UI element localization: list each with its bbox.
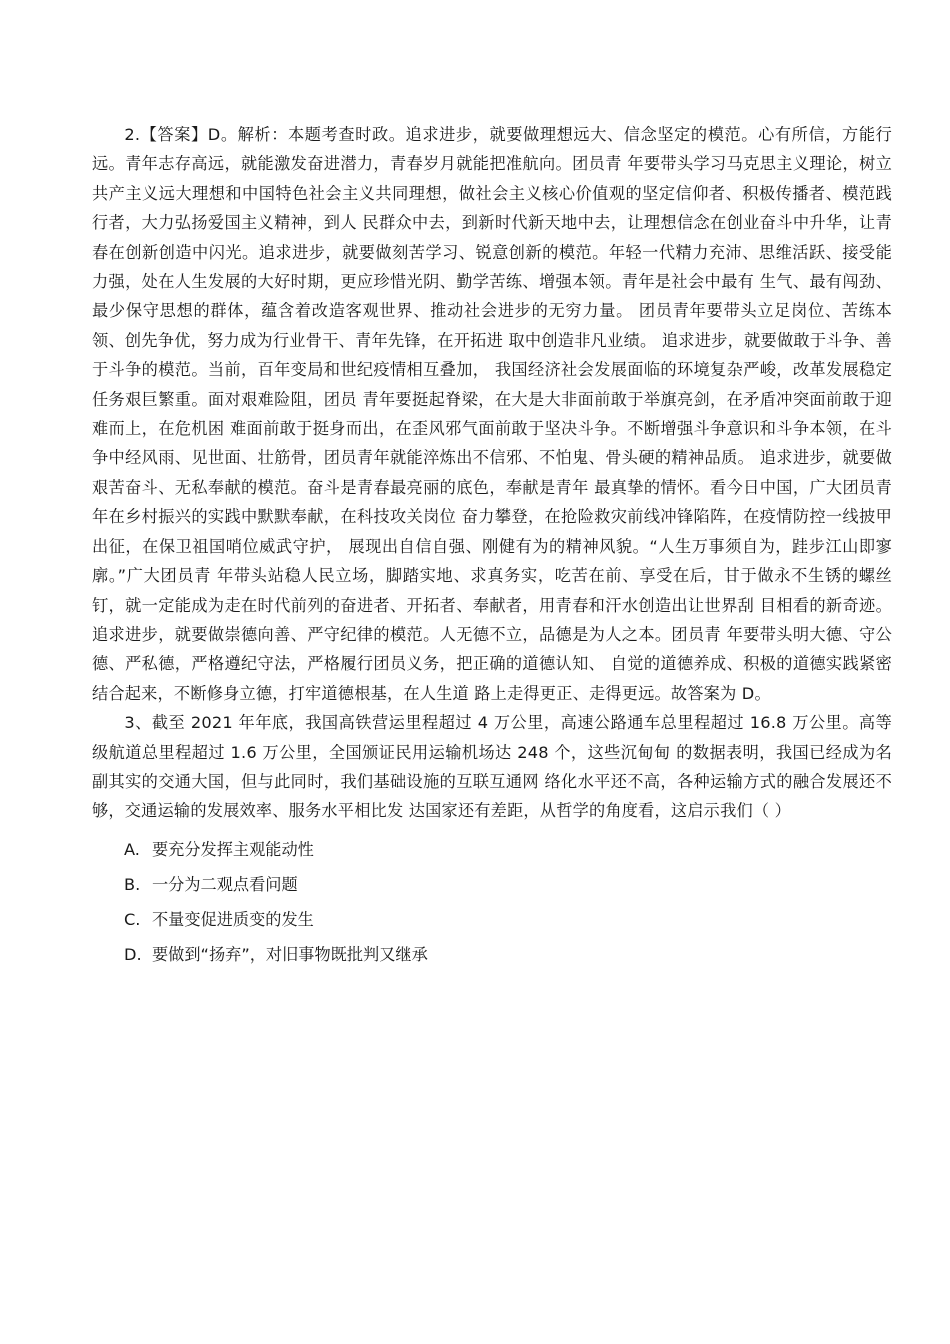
option-text: 要充分发挥主观能动性	[152, 839, 314, 859]
option-letter: D.	[124, 944, 142, 964]
option-letter: B.	[124, 874, 141, 894]
option-letter: C.	[124, 909, 141, 929]
document-page	[92, 120, 892, 972]
option-d	[124, 937, 892, 972]
option-b	[124, 867, 892, 902]
option-text: 一分为二观点看问题	[152, 874, 298, 894]
option-text: 要做到“扬弃”，对旧事物既批判又继承	[152, 944, 428, 964]
answer-options-list	[92, 832, 892, 972]
option-c	[124, 902, 892, 937]
option-text: 不量变促进质变的发生	[152, 909, 314, 929]
question-paragraph: 3、截至 2021 年年底，我国高铁营运里程超过 4 万公里，高速公路通车总里程超过 16.8 万公里。高等级航道总里程超过 1.6 万公里，全国颁证民用运输机场达 248 个，这些沉甸甸 的数据表明，我国已经成为名副其实的交通大国，但与此同时，我们基础设施的互联互通网 络化水平还不高，各种运输方式的融合发展还不够，交通运输的发展效率、服务水平相比发 达国家还有差距，从哲学的角度看，这启示我们（ ）	[92, 713, 892, 821]
answer-explanation-paragraph: 2.【答案】D。解析：本题考查时政。追求进步，就要做理想远大、信念坚定的模范。心有所信，方能行远。青年志存高远，就能激发奋进潜力，青春岁月就能把准航向。团员青 年要带头学习马克思主义理论，树立共产主义远大理想和中国特色社会主义共同理想，做社会主义核心价值观的坚定信仰者、积极传播者、模范践行者，大力弘扬爱国主义精神，到人 民群众中去，到新时代新天地中去，让理想信念在创业奋斗中升华，让青春在创新创造中闪光。追求进步，就要做刻苦学习、锐意创新的模范。年轻一代精力充沛、思维活跃、接受能 力强，处在人生发展的大好时期，更应珍惜光阴、勤学苦练、增强本领。青年是社会中最有 生气、最有闯劲、最少保守思想的群体，蕴含着改造客观世界、推动社会进步的无穷力量。 团员青年要带头立足岗位、苦练本领、创先争优，努力成为行业骨干、青年先锋，在开拓进 取中创造非凡业绩。 追求进步，就要做敢于斗争、善于斗争的模范。当前，百年变局和世纪疫情相互叠加， 我国经济社会发展面临的环境复杂严峻，改革发展稳定任务艰巨繁重。面对艰难险阻，团员 青年要挺起脊梁，在大是大非面前敢于举旗亮剑，在矛盾冲突面前敢于迎难而上，在危机困 难面前敢于挺身而出，在歪风邪气面前敢于坚决斗争。不断增强斗争意识和斗争本领，在斗 争中经风雨、见世面、壮筋骨，团员青年就能淬炼出不信邪、不怕鬼、骨头硬的精神品质。 追求进步，就要做艰苦奋斗、无私奉献的模范。奋斗是青春最亮丽的底色，奉献是青年 最真挚的情怀。看今日中国，广大团员青年在乡村振兴的实践中默默奉献，在科技攻关岗位 奋力攀登，在抢险救灾前线冲锋陷阵，在疫情防控一线披甲出征，在保卫祖国哨位威武守护， 展现出自信自强、刚健有为的精神风貌。“人生万事须自为，跬步江山即寥廓。”广大团员青 年带头站稳人民立场，脚踏实地、求真务实，吃苦在前、享受在后，甘于做永不生锈的螺丝 钉，就一定能成为走在时代前列的奋进者、开拓者、奉献者，用青春和汗水创造出让世界刮 目相看的新奇迹。 追求进步，就要做崇德向善、严守纪律的模范。人无德不立，品德是为人之本。团员青 年要带头明大德、守公德、严私德，严格遵纪守法，严格履行团员义务，把正确的道德认知、 自觉的道德养成、积极的道德实践紧密结合起来，不断修身立德，打牢道德根基，在人生道 路上走得更正、走得更远。故答案为 D。	[92, 125, 892, 703]
option-letter: A.	[124, 839, 140, 859]
option-a	[124, 832, 892, 867]
